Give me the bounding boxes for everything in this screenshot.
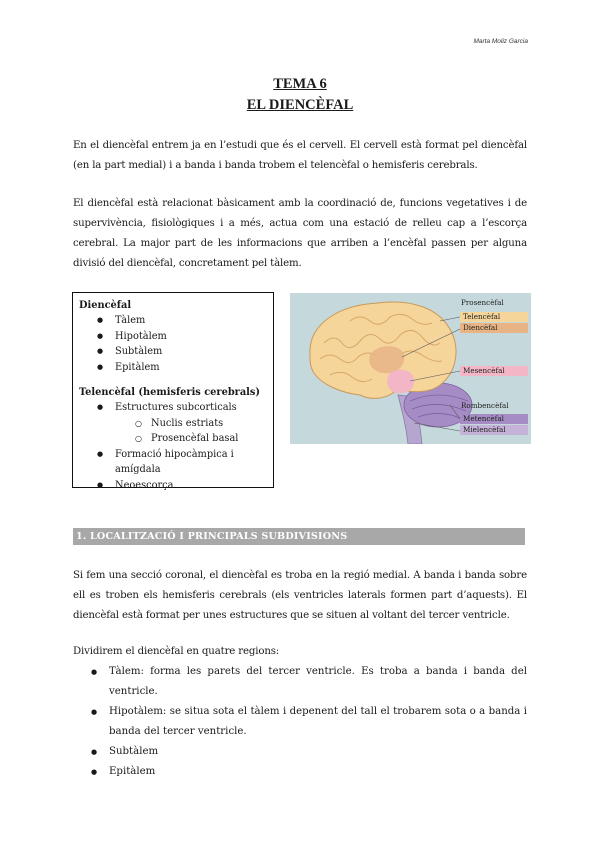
label-metencefal: Metencèfal xyxy=(463,414,504,423)
list-item: ● Formació hipocàmpica i amígdala xyxy=(79,447,267,478)
brain-diagram xyxy=(290,293,531,444)
section-paragraph-1: Si fem una secció coronal, el diencèfal es troba en la regió medial. A banda i banda sobre ell es troben els hemisferis cerebrals (els ventricles laterals formen part d’aquests). El diencèfal està format per unes estructures que se situen al voltant del tercer ventricle. xyxy=(73,570,527,621)
intro-paragraph-1: En el diencèfal entrem ja en l’estudi que és el cervell. El cervell està format pel diencèfal (en la part medial) i a banda i banda trobem el telencèfal o hemisferis cerebrals. xyxy=(73,140,527,171)
list-item: ● Epitàlem xyxy=(79,360,267,376)
diencefal-list xyxy=(79,313,267,375)
list-item: ● Epitàlem xyxy=(73,762,527,782)
label-mesencefal: Mesencèfal xyxy=(463,366,505,375)
label-diencefal: Diencèfal xyxy=(463,323,498,332)
label-rombencefal: Rombencèfal xyxy=(461,401,509,410)
list-item: ● Subtàlem xyxy=(79,344,267,360)
intro-paragraph-2: El diencèfal està relacionat bàsicament amb la coordinació de, funcions vegetatives i de supervivència, fisiològiques i a més, actua com una estació de relleu cap a l’escorça cerebral. La major part de les informacions que arriben a l’encèfal passen per alguna divisió del diencèfal, concretament pel tàlem. xyxy=(73,198,527,269)
summary-box xyxy=(72,292,274,491)
diencefal-heading: Diencèfal xyxy=(79,300,132,311)
list-item: ● Tàlem xyxy=(79,313,267,329)
list-item: ● Estructures subcorticals xyxy=(79,400,267,416)
sub-list-item: ○ Nuclis estriats xyxy=(79,416,267,432)
telencefal-list xyxy=(79,400,267,493)
label-mielencefal: Mielencèfal xyxy=(463,425,506,434)
list-item: ● Hipotàlem: se situa sota el tàlem i depenent del tall el trobarem sota o a banda i banda del tercer ventricle. xyxy=(73,702,527,742)
telencefal-heading: Telencèfal (hemisferis cerebrals) xyxy=(79,387,261,398)
list-item: ● Hipotàlem xyxy=(79,329,267,345)
list-item: ● Neoescorça xyxy=(79,478,267,494)
sub-list-item: ○ Prosencèfal basal xyxy=(79,431,267,447)
section-paragraph-2: Dividirem el diencèfal en quatre regions: xyxy=(73,646,280,657)
label-telencefal: Telencèfal xyxy=(463,312,501,321)
midbrain-shape xyxy=(387,370,414,394)
label-prosencefal: Prosencèfal xyxy=(461,298,504,307)
document-subtitle: EL DIENCÈFAL xyxy=(246,97,354,113)
section-heading: 1. LOCALITZACIÓ I PRINCIPALS SUBDIVISIONS xyxy=(73,528,525,545)
list-item: ● Tàlem: forma les parets del tercer ventricle. Es troba a banda i banda del ventricle. xyxy=(73,662,527,702)
author-name: Marta Moliz Garcia xyxy=(473,38,528,45)
document-title: TEMA 6 xyxy=(273,76,327,92)
regions-list xyxy=(73,662,527,782)
list-item: ● Subtàlem xyxy=(73,742,527,762)
